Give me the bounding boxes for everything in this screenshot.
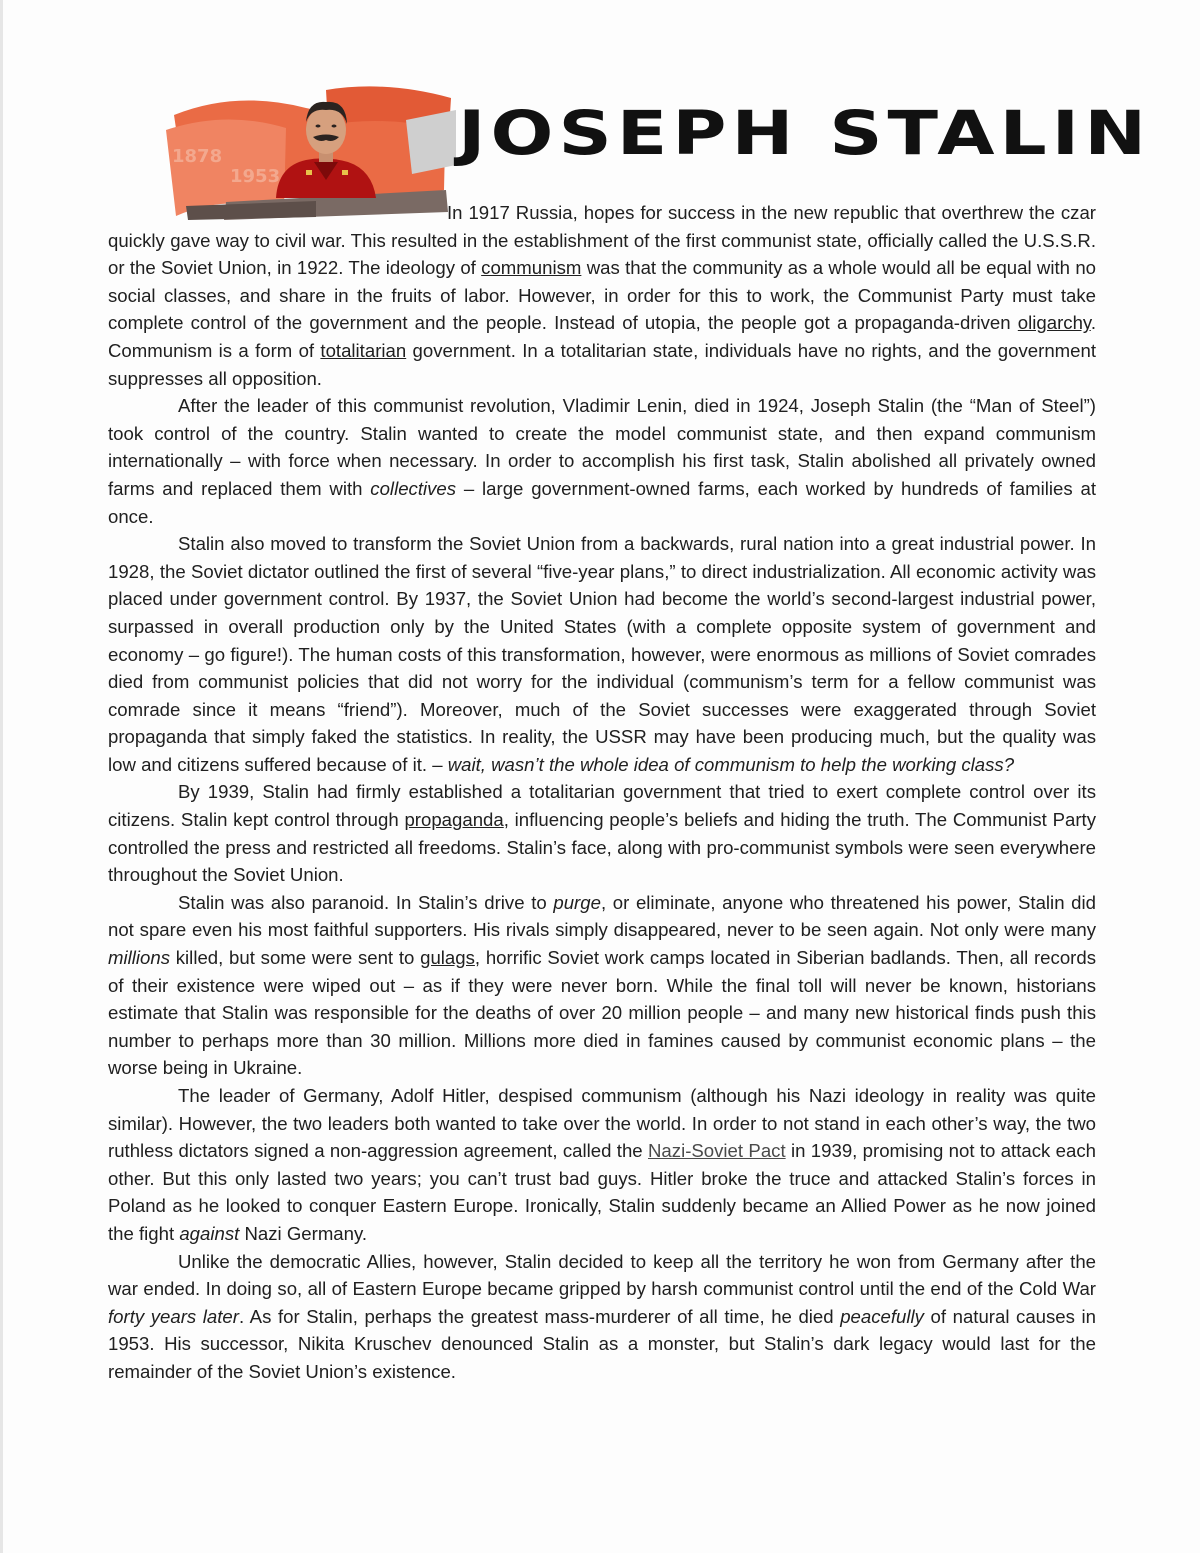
text-span: . As for Stalin, perhaps the greatest mass-murderer of all time, he died xyxy=(238,1305,841,1327)
term-peacefully: peacefully xyxy=(840,1305,924,1327)
text-span: government. In a totalitarian state, individuals have no rights, and the government suppresses all opposition. xyxy=(108,339,1096,389)
year-died-label: 1953 xyxy=(230,166,281,187)
text-span: in 1939, promising not to attack each other. But this only lasted two years; you can’t trust bad guys. Hitler broke the truce and attacked Stalin’s forces in Poland as he looked to conquer Eastern Europe. Ironically, Stalin suddenly became an Allied Power as he now joined the fight xyxy=(108,1140,1096,1244)
text-span: , influencing people’s beliefs and hiding the truth. The Communist Party controlled the press and restricted all freedoms. Stalin’s face, along with pro-communist symbols were seen everywhere throughout the Soviet Union. xyxy=(108,809,1096,886)
page-edge xyxy=(0,0,3,1553)
italic-question: wait, wasn’t the whole idea of communism to help the working class? xyxy=(447,753,1015,775)
text-span: The leader of Germany, Adolf Hitler, despised communism (although his Nazi ideology in reality was quite similar). However, the two leaders both wanted to take over the world. In order to not stand in each other’s way, the two ruthless dictators signed a non-aggression agreement, called the xyxy=(108,1085,1096,1162)
text-span: was that the community as a whole would all be equal with no social classes, and share in the fruits of labor. However, in order for this to work, the Communist Party must take complete control of the government and the people. Instead of utopia, the people got a propaganda-driven xyxy=(108,257,1096,334)
term-gulags: gulags xyxy=(420,947,475,969)
paragraph-5 xyxy=(108,889,1096,1082)
nazi-soviet-pact-link[interactable]: Nazi-Soviet Pact xyxy=(648,1140,786,1162)
paragraph-2 xyxy=(108,392,1096,530)
paragraph-3 xyxy=(108,530,1096,778)
text-span: . Communism is a form of xyxy=(108,312,1096,361)
paragraph-7 xyxy=(108,1248,1096,1386)
term-propaganda: propaganda xyxy=(404,809,504,831)
term-oligarchy: oligarchy xyxy=(1017,312,1091,334)
term-communism: communism xyxy=(481,257,582,279)
paragraph-4 xyxy=(108,778,1096,888)
article-body xyxy=(108,199,1096,1386)
paragraph-6 xyxy=(108,1082,1096,1248)
year-born-label: 1878 xyxy=(172,146,223,167)
term-totalitarian: totalitarian xyxy=(320,339,407,361)
text-span: Stalin was also paranoid. In Stalin’s drive to xyxy=(178,891,554,913)
term-collectives: collectives xyxy=(370,477,457,499)
term-purge: purge xyxy=(553,891,601,913)
term-against: against xyxy=(179,1222,240,1244)
text-span: By 1939, Stalin had firmly established a totalitarian government that tried to exert complete control over its citizens. Stalin kept control through xyxy=(108,781,1096,831)
text-span: In 1917 Russia, hopes for success in the new republic that overthrew the czar quickly gave way to civil war. This resulted in the establishment of the first communist state, officially called the U.S.S.R. or the Soviet Union, in 1922. The ideology of xyxy=(108,202,1096,279)
text-span: Nazi Germany. xyxy=(239,1222,368,1244)
text-span: , horrific Soviet work camps located in Siberian badlands. Then, all records of their existence were wiped out – as if they were never born. While the final toll will never be known, historians estimate that Stalin was responsible for the deaths of over 20 million people – and many new historical finds push this number to perhaps more than 30 million. Millions more died in famines caused by communist economic plans – the worse being in Ukraine. xyxy=(108,947,1096,1079)
page-title: JOSEPH STALIN xyxy=(458,98,1152,169)
text-span: of natural causes in 1953. His successor, Nikita Kruschev denounced Stalin as a monster, but Stalin’s dark legacy would last for the remainder of the Soviet Union’s existence. xyxy=(108,1305,1096,1382)
text-span: Stalin also moved to transform the Soviet Union from a backwards, rural nation into a great industrial power. In 1928, the Soviet dictator outlined the first of several “five-year plans,” to direct industrialization. All economic activity was placed under government control. By 1937, the Soviet Union had become the world’s second-largest industrial power, surpassed in overall production only by the United States (with a complete opposite system of government and economy – go figure!). The human costs of this transformation, however, were enormous as millions of Soviet comrades died from communist policies that did not worry for the individual (communism’s term for a fellow communist was comrade since it means “friend”). Moreover, much of the Soviet successes were exaggerated through Soviet propaganda that simply faked the statistics. In reality, the USSR may have been producing much, but the quality was low and citizens suffered because of it. – xyxy=(108,533,1096,775)
term-millions: millions xyxy=(108,947,170,969)
text-span: – large government-owned farms, each worked by hundreds of families at once. xyxy=(108,477,1096,527)
text-span: Unlike the democratic Allies, however, Stalin decided to keep all the territory he won from Germany after the war ended. In doing so, all of Eastern Europe became gripped by harsh communist control until the end of the Cold War xyxy=(108,1250,1096,1300)
text-span: killed, but some were sent to xyxy=(170,947,421,969)
term-forty-years-later: forty years later xyxy=(108,1305,239,1327)
text-span: After the leader of this communist revolution, Vladimir Lenin, died in 1924, Joseph Stalin (the “Man of Steel”) took control of the country. Stalin wanted to create the model communist state, and then expand communism internationally – with force when necessary. In order to accomplish his first task, Stalin abolished all privately owned farms and replaced them with xyxy=(108,395,1096,499)
text-span: , or eliminate, anyone who threatened his power, Stalin did not spare even his most faithful supporters. His rivals simply disappeared, never to be seen again. Not only were many xyxy=(108,891,1096,941)
paragraph-1 xyxy=(108,199,1096,392)
